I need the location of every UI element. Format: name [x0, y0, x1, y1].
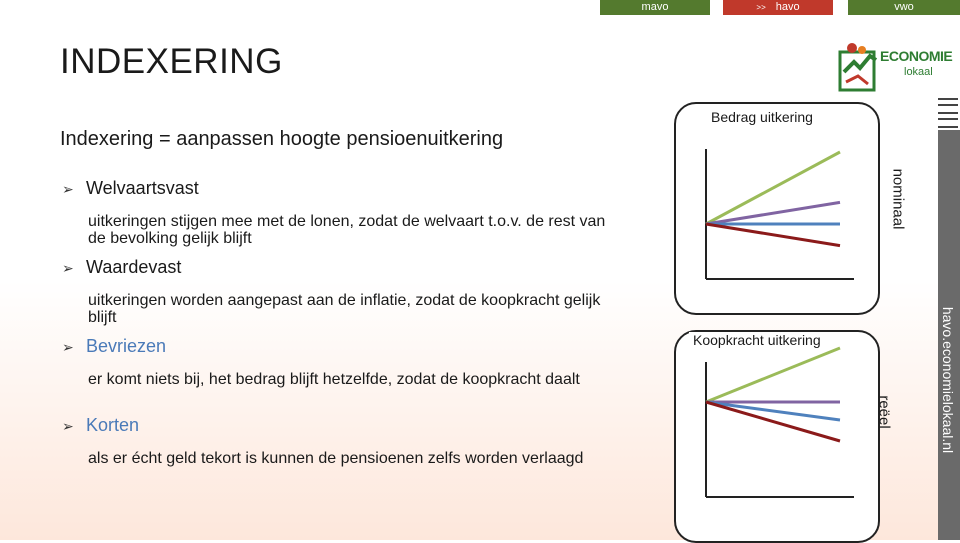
chart-nominal: [676, 104, 878, 313]
bullet-arrow-icon: ➢: [62, 260, 74, 276]
item-heading-text: Korten: [86, 415, 140, 435]
item-heading-waardevast: [62, 257, 181, 278]
side-website-text: havo.economielokaal.nl: [940, 306, 956, 454]
tab-vwo-label: vwo: [894, 1, 914, 13]
chart-real: [676, 332, 878, 541]
tab-havo[interactable]: [723, 0, 833, 15]
item-heading-text: Waardevast: [86, 257, 182, 277]
tab-vwo[interactable]: [848, 0, 960, 15]
logo-emblem-icon: [838, 42, 882, 94]
bullet-arrow-icon: ➢: [62, 339, 74, 355]
tab-mavo-label: mavo: [641, 1, 669, 13]
chart-real-ylabel: reëel: [875, 395, 893, 429]
item-description-korten: als er écht geld tekort is kunnen de pensioenen zelfs worden verlaagd: [88, 450, 584, 467]
chart-series-line-1: [706, 348, 840, 402]
chart-real-box: [674, 330, 880, 543]
tab-havo-arrows: >>: [756, 3, 766, 12]
chart-series-line-3: [706, 402, 840, 420]
item-heading-text: Bevriezen: [86, 336, 167, 356]
logo-word-economie: ECONOMIE: [880, 48, 953, 64]
item-heading-text: Welvaartsvast: [86, 178, 199, 198]
item-heading-bevriezen: [62, 336, 166, 357]
item-description-waardevast: uitkeringen worden aangepast aan de inflatie, zodat de koopkracht gelijk blijft: [88, 292, 601, 326]
item-description-welvaartsvast: uitkeringen stijgen mee met de lonen, zodat de welvaart t.o.v. de rest van de bevolking gelijk blijft: [88, 213, 606, 247]
bullet-arrow-icon: ➢: [62, 418, 74, 434]
chart-series-line-4: [706, 402, 840, 441]
item-description-bevriezen: er komt niets bij, het bedrag blijft hetzelfde, zodat de koopkracht daalt: [88, 371, 580, 388]
logo-word-lokaal: lokaal: [904, 66, 933, 78]
tab-havo-label: havo: [775, 1, 800, 13]
chart-real-title: Koopkracht uitkering: [689, 332, 825, 348]
chart-series-line-4: [706, 224, 840, 246]
chart-nominal-ylabel: nominaal: [889, 168, 907, 230]
chart-nominal-box: [674, 102, 880, 315]
economie-lokaal-logo: [838, 42, 953, 94]
tab-mavo[interactable]: [600, 0, 710, 15]
subtitle: Indexering = aanpassen hoogte pensioenuitkering: [60, 128, 504, 150]
chart-nominal-title: Bedrag uitkering: [707, 109, 817, 125]
bullet-arrow-icon: ➢: [62, 181, 74, 197]
item-heading-korten: [62, 415, 139, 436]
item-heading-welvaartsvast: [62, 178, 199, 199]
page-title: INDEXERING: [60, 42, 283, 81]
